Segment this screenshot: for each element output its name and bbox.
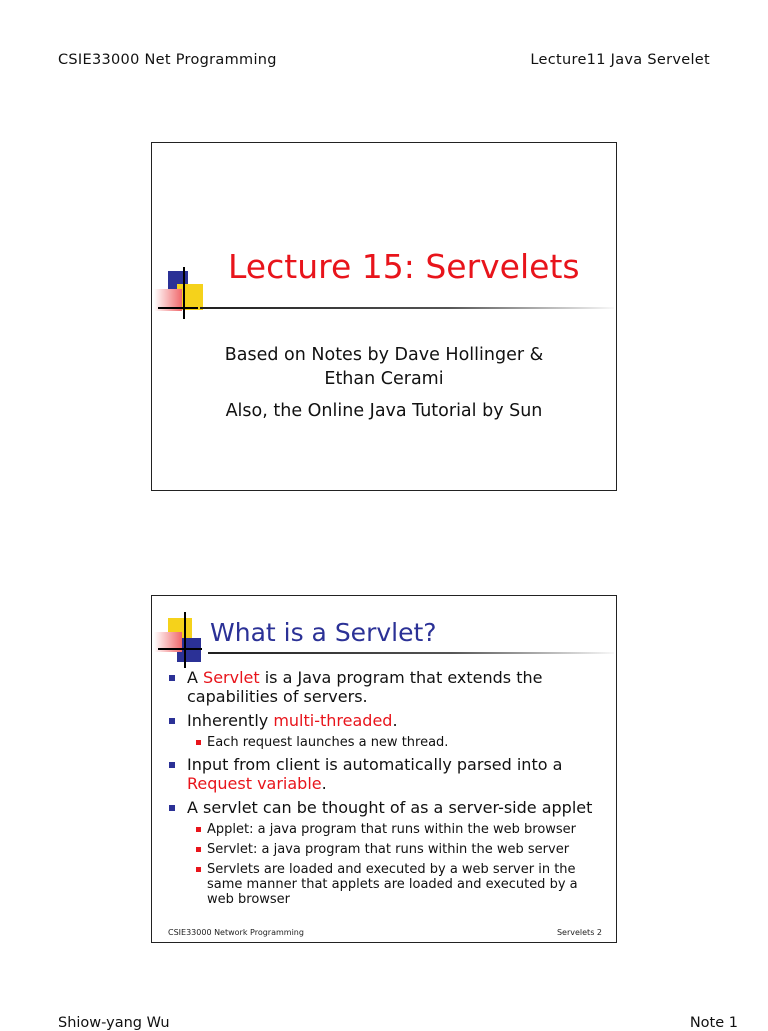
sub-bullet-item: Applet: a java program that runs within the web browser	[169, 822, 602, 837]
slide-content	[169, 668, 602, 912]
sub-bullet-item: Each request launches a new thread.	[169, 735, 602, 750]
slide-title: Lecture 15: Servelets	[228, 247, 580, 286]
bullet-icon	[169, 718, 175, 724]
page-footer-left: Shiow-yang Wu	[58, 1015, 170, 1031]
slide-1	[151, 142, 617, 491]
bullet-icon	[169, 805, 175, 811]
sub-bullet-icon	[196, 847, 201, 852]
slide-footer-left: CSIE33000 Network Programming	[168, 928, 304, 937]
bullet-item: Input from client is automatically parsed into a Request variable.	[169, 755, 602, 793]
bullet-item: A servlet can be thought of as a server-side applet	[169, 798, 602, 817]
credit-line-2: Ethan Cerami	[324, 369, 444, 389]
credit-line-3: Also, the Online Java Tutorial by Sun	[225, 401, 543, 421]
slide-footer-right: Servelets 2	[556, 928, 602, 937]
page-header-right: Lecture11 Java Servelet	[530, 52, 710, 68]
slide-decoration	[152, 612, 212, 672]
bullet-item: Inherently multi-threaded.	[169, 711, 602, 730]
slide-decoration	[152, 267, 208, 323]
sub-bullet-icon	[196, 740, 201, 745]
slide-title: What is a Servlet?	[210, 618, 437, 647]
page-footer-right: Note 1	[689, 1015, 738, 1031]
title-rule	[208, 652, 614, 654]
slide-subtitle	[152, 343, 616, 423]
sub-bullet-icon	[196, 867, 201, 872]
slide-2	[151, 595, 617, 943]
title-rule	[200, 307, 614, 309]
bullet-item: A Servlet is a Java program that extends the capabilities of servers.	[169, 668, 602, 706]
credit-line-1: Based on Notes by Dave Hollinger &	[224, 345, 544, 365]
page-header-left: CSIE33000 Net Programming	[58, 52, 277, 68]
bullet-icon	[169, 762, 175, 768]
sub-bullet-icon	[196, 827, 201, 832]
sub-bullet-item: Servlets are loaded and executed by a web server in the same manner that applets are loaded and executed by a web browser	[169, 862, 602, 907]
bullet-icon	[169, 675, 175, 681]
sub-bullet-item: Servlet: a java program that runs within the web server	[169, 842, 602, 857]
